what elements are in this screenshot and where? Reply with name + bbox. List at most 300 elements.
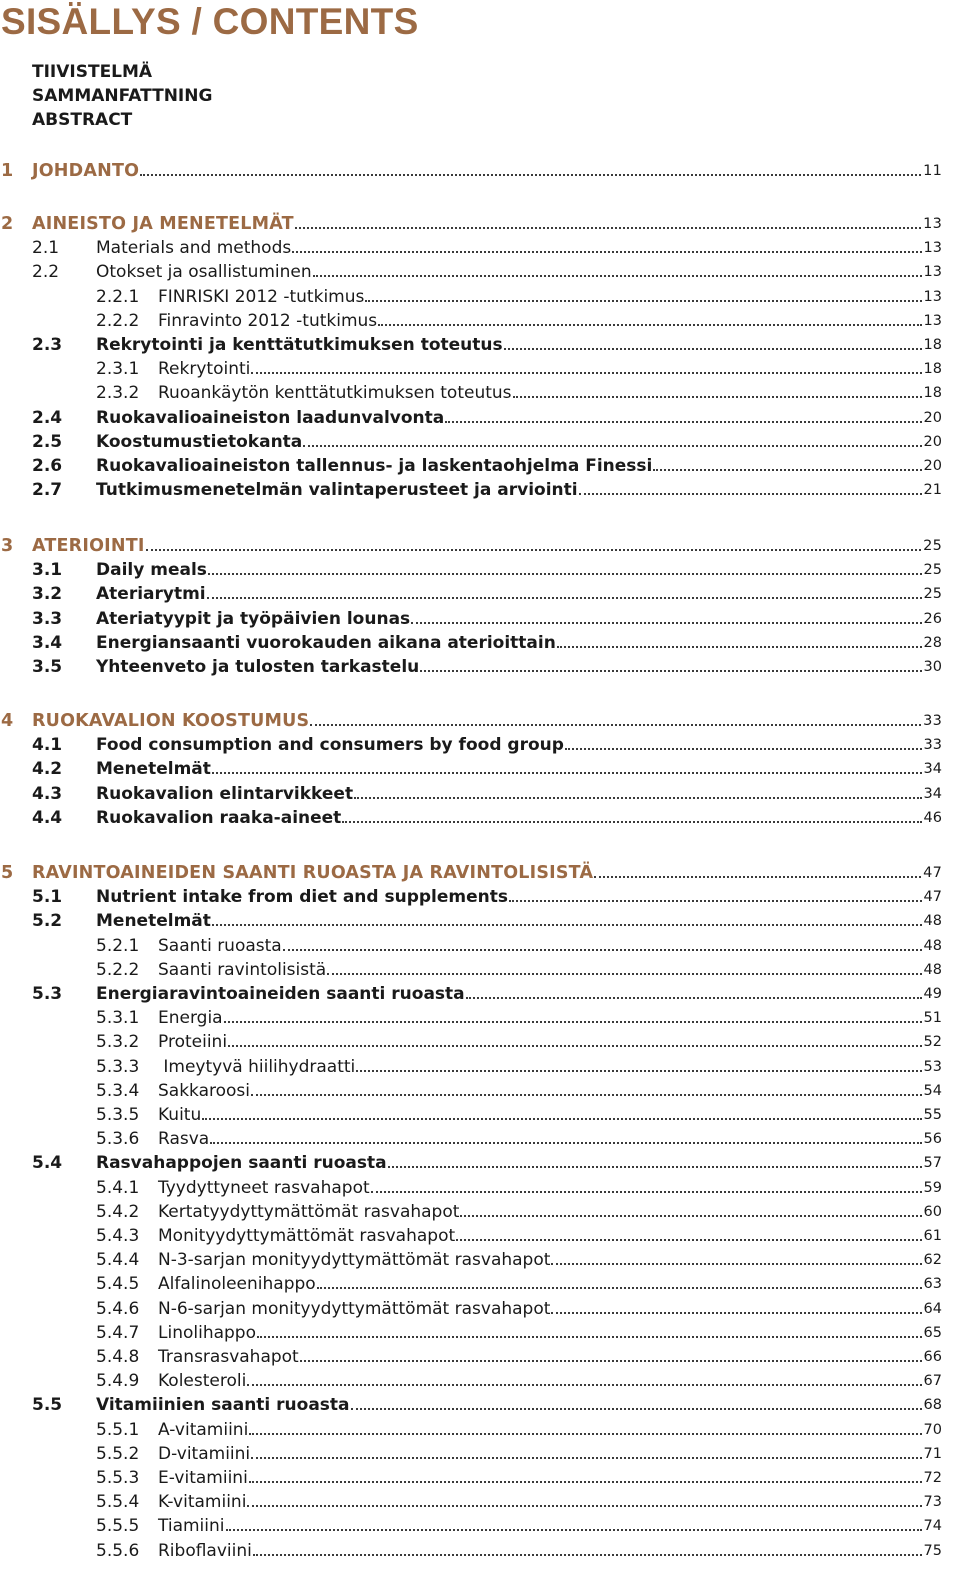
toc-entry-line xyxy=(158,1370,942,1392)
toc-entry[interactable] xyxy=(0,1201,942,1223)
toc-entry-number: 3 xyxy=(1,536,14,556)
toc-entry-line xyxy=(96,734,942,756)
dot-leader xyxy=(351,1408,922,1410)
toc-entry-label: Proteiini xyxy=(158,1032,228,1053)
toc-entry-line xyxy=(32,535,942,557)
toc-entry-label: Imeytyvä hiilihydraatti xyxy=(158,1056,356,1077)
toc-entry-label: Food consumption and consumers by food group xyxy=(96,735,564,756)
toc-entry-line xyxy=(96,886,942,908)
toc-entry-number: 5.3.2 xyxy=(96,1032,140,1053)
toc-entry-number: 2.3.2 xyxy=(96,383,140,404)
toc-entry-number: 2.2.1 xyxy=(96,286,140,307)
dot-leader xyxy=(247,1384,921,1386)
dot-leader xyxy=(212,772,922,774)
toc-entry-page: 13 xyxy=(923,216,942,232)
toc-entry-number: 5.4.7 xyxy=(96,1322,140,1343)
toc-entry[interactable] xyxy=(0,1467,942,1489)
toc-entry[interactable] xyxy=(0,1273,942,1295)
toc-entry[interactable] xyxy=(0,608,942,630)
dot-leader xyxy=(295,227,921,229)
dot-leader xyxy=(207,597,922,599)
toc-entry-page: 52 xyxy=(923,1034,942,1051)
toc-entry-page: 62 xyxy=(923,1252,942,1269)
dot-leader xyxy=(504,348,922,350)
toc-entry-label: Ateriarytmi xyxy=(96,584,206,605)
toc-entry-line xyxy=(96,237,942,259)
toc-entry-page: 20 xyxy=(923,458,942,474)
toc-entry[interactable] xyxy=(0,334,942,356)
dot-leader xyxy=(342,821,921,823)
dot-leader xyxy=(565,748,922,750)
toc-entry[interactable] xyxy=(0,1249,942,1271)
toc-entry-label: N-6-sarjan monityydyttymättömät rasvahapot xyxy=(158,1298,551,1319)
dot-leader xyxy=(365,300,921,302)
toc-entry-line xyxy=(158,935,942,957)
toc-entry[interactable] xyxy=(0,407,942,429)
toc-entry-page: 20 xyxy=(923,409,942,426)
toc-entry-line xyxy=(158,1515,942,1537)
toc-entry-page: 11 xyxy=(923,163,942,179)
toc-entry-page: 48 xyxy=(923,913,942,930)
toc-entry-page: 47 xyxy=(923,889,942,906)
toc-entry-page: 30 xyxy=(923,659,942,675)
dot-leader xyxy=(300,1360,922,1362)
toc-entry-line xyxy=(158,1491,942,1513)
toc-entry-label: Rekrytointi xyxy=(158,359,251,380)
toc-entry[interactable] xyxy=(0,1394,942,1416)
toc-entry-label: AINEISTO JA MENETELMÄT xyxy=(32,214,294,234)
toc-entry-number: 4.1 xyxy=(32,735,63,756)
dot-leader xyxy=(146,549,922,551)
toc-entry-label: RUOKAVALION KOOSTUMUS xyxy=(32,711,310,731)
toc-entry[interactable] xyxy=(0,1080,942,1102)
toc-entry-number: 5.1 xyxy=(32,887,63,908)
toc-entry-number: 4.2 xyxy=(32,759,63,780)
dot-leader xyxy=(202,1118,921,1120)
toc-entry-page: 47 xyxy=(923,865,942,881)
toc-entry-number: 5.4.5 xyxy=(96,1274,140,1295)
dot-leader xyxy=(456,1239,921,1241)
toc-entry-label: Menetelmät xyxy=(96,759,211,780)
dot-leader xyxy=(420,670,921,672)
dot-leader xyxy=(411,622,921,624)
toc-entry[interactable] xyxy=(0,455,942,477)
toc-entry-number: 5.4.9 xyxy=(96,1371,140,1392)
toc-entry-number: 5.3.4 xyxy=(96,1080,140,1101)
toc-entry-label: Linolihappo xyxy=(158,1322,256,1343)
toc-entry-label: D-vitamiini xyxy=(158,1443,251,1464)
toc-entry-page: 48 xyxy=(923,961,942,978)
toc-entry-label: Daily meals xyxy=(96,560,207,581)
toc-entry-line xyxy=(158,1249,942,1271)
toc-entry-page: 56 xyxy=(923,1131,942,1148)
toc-entry-label: Kuitu xyxy=(158,1105,202,1125)
toc-entry-number: 3.2 xyxy=(32,584,63,605)
dot-leader xyxy=(327,973,921,975)
toc-entry-number: 5.5.6 xyxy=(96,1540,140,1561)
toc-entry-label: RAVINTOAINEIDEN SAANTI RUOASTA JA RAVINTOLISISTÄ xyxy=(32,863,594,883)
toc-entry[interactable] xyxy=(0,1370,942,1392)
toc-entry-page: 73 xyxy=(923,1494,942,1511)
toc-entry-label: Energiaravintoaineiden saanti ruoasta xyxy=(96,984,465,1004)
toc-entry[interactable] xyxy=(0,1298,942,1320)
toc-entry-label: Rekrytointi ja kenttätutkimuksen toteutus xyxy=(96,335,503,355)
toc-entry-number: 2.6 xyxy=(32,456,63,476)
toc-entry-line xyxy=(158,1322,942,1344)
toc-entry-number: 2.2.2 xyxy=(96,310,140,331)
toc-entry-page: 75 xyxy=(923,1542,942,1559)
toc-entry-label: Tyydyttyneet rasvahapot xyxy=(158,1177,370,1198)
toc-entry-number: 2.4 xyxy=(32,407,63,428)
toc-entry-line xyxy=(158,1128,942,1150)
toc-entry[interactable] xyxy=(0,1128,942,1150)
toc-entry-line xyxy=(96,758,942,780)
dot-leader xyxy=(460,1215,921,1217)
toc-entry-line xyxy=(158,286,942,308)
toc-entry[interactable] xyxy=(0,910,942,932)
toc-entry-label: Menetelmät xyxy=(96,911,211,932)
toc-entry-page: 21 xyxy=(923,482,942,499)
dot-leader xyxy=(356,1070,921,1072)
toc-entry-line xyxy=(96,1394,942,1416)
toc-entry-number: 3.1 xyxy=(32,560,63,581)
toc-entry[interactable] xyxy=(0,310,942,332)
dot-leader xyxy=(283,949,922,951)
dot-leader xyxy=(579,493,922,495)
toc-entry[interactable] xyxy=(0,1540,942,1562)
toc-entry-label: E-vitamiini xyxy=(158,1468,248,1488)
dot-leader xyxy=(249,1481,922,1483)
toc-entry[interactable] xyxy=(0,1152,942,1174)
toc-entry-number: 5.3.1 xyxy=(96,1008,140,1029)
dot-leader xyxy=(513,396,922,398)
toc-entry[interactable] xyxy=(0,1491,942,1513)
dot-leader xyxy=(226,1529,922,1531)
toc-entry-line xyxy=(158,959,942,981)
dot-leader xyxy=(509,900,922,902)
dot-leader xyxy=(551,1263,921,1265)
toc-entry-page: 33 xyxy=(923,737,942,754)
toc-entry-page: 26 xyxy=(923,610,942,627)
toc-entry-line xyxy=(32,213,942,235)
front-matter-abstract[interactable]: ABSTRACT xyxy=(32,110,133,130)
toc-entry[interactable] xyxy=(0,1515,942,1537)
dot-leader xyxy=(378,324,921,326)
toc-entry-label: Tiamiini xyxy=(158,1516,225,1537)
toc-entry-label: Yhteenveto ja tulosten tarkastelu xyxy=(96,657,420,677)
toc-entry-page: 67 xyxy=(923,1373,942,1390)
toc-entry[interactable] xyxy=(0,382,942,404)
toc-entry-label: Materials and methods xyxy=(96,238,292,259)
toc-entry-page: 25 xyxy=(923,586,942,603)
toc-entry-number: 3.4 xyxy=(32,632,63,653)
toc-entry[interactable] xyxy=(0,1225,942,1247)
toc-entry-label: K-vitamiini xyxy=(158,1492,247,1513)
toc-entry-page: 74 xyxy=(923,1518,942,1535)
toc-entry-label: Ruokavalion raaka-aineet xyxy=(96,807,342,828)
toc-entry-page: 13 xyxy=(923,240,942,257)
toc-entry-page: 48 xyxy=(923,937,942,954)
toc-entry-number: 4 xyxy=(1,711,14,731)
toc-entry-number: 5.5.3 xyxy=(96,1468,140,1488)
toc-entry-line xyxy=(158,1298,942,1320)
toc-entry-number: 2.7 xyxy=(32,480,63,501)
toc-entry[interactable] xyxy=(0,886,942,908)
toc-entry-line xyxy=(96,261,942,283)
toc-entry[interactable] xyxy=(0,1346,942,1368)
dot-leader xyxy=(371,1191,922,1193)
toc-entry-line xyxy=(158,1104,942,1126)
toc-entry-number: 4.3 xyxy=(32,783,63,804)
toc-entry-line xyxy=(158,1177,942,1199)
toc-entry-line xyxy=(96,783,942,805)
toc-entry-line xyxy=(96,910,942,932)
toc-entry-number: 2.1 xyxy=(32,238,60,259)
toc-entry-number: 2.2 xyxy=(32,262,60,283)
toc-entry-number: 2 xyxy=(1,214,14,234)
toc-entry-page: 18 xyxy=(923,361,942,378)
toc-entry-page: 13 xyxy=(923,312,942,329)
toc-entry-label: Rasvahappojen saanti ruoasta xyxy=(96,1153,387,1174)
toc-entry-number: 3.5 xyxy=(32,657,63,677)
toc-entry-label: Nutrient intake from diet and supplements xyxy=(96,887,509,908)
toc-entry-label: Ruoankäytön kenttätutkimuksen toteutus xyxy=(158,383,512,404)
dot-leader xyxy=(212,924,922,926)
toc-entry[interactable] xyxy=(0,710,942,732)
toc-entry-line xyxy=(158,1007,942,1029)
toc-entry[interactable] xyxy=(0,583,942,605)
toc-entry-line xyxy=(96,583,942,605)
toc-entry-page: 18 xyxy=(923,385,942,402)
toc-entry-number: 5.5 xyxy=(32,1395,63,1416)
dot-leader xyxy=(249,1433,921,1435)
toc-entry-line xyxy=(158,1273,942,1295)
toc-entry-page: 33 xyxy=(923,713,942,729)
toc-entry-line xyxy=(96,455,942,477)
dot-leader xyxy=(251,372,921,374)
toc-entry[interactable] xyxy=(0,479,942,501)
dot-leader xyxy=(292,251,921,253)
toc-entry-number: 5.2.1 xyxy=(96,935,140,956)
toc-entry[interactable] xyxy=(0,1177,942,1199)
toc-entry-line xyxy=(158,1346,942,1368)
toc-entry-page: 72 xyxy=(923,1470,942,1486)
toc-entry-page: 55 xyxy=(923,1107,942,1123)
toc-entry-number: 5.3.5 xyxy=(96,1105,140,1125)
toc-entry-line xyxy=(158,1056,942,1078)
dot-leader xyxy=(251,1094,922,1096)
toc-entry-label: Tutkimusmenetelmän valintaperusteet ja arviointi xyxy=(96,480,578,501)
toc-entry-label: Transrasvahapot xyxy=(158,1347,299,1367)
toc-entry-number: 5.4.4 xyxy=(96,1250,140,1271)
toc-entry[interactable] xyxy=(0,734,942,756)
toc-entry-number: 2.5 xyxy=(32,431,63,452)
toc-entry-line xyxy=(158,1419,942,1441)
toc-entry-label: FINRISKI 2012 -tutkimus xyxy=(158,286,365,307)
toc-entry[interactable] xyxy=(0,862,942,884)
toc-entry-line xyxy=(96,656,942,678)
front-matter-tiivistelma[interactable]: TIIVISTELMÄ xyxy=(32,62,153,82)
toc-entry-page: 64 xyxy=(923,1300,942,1317)
toc-entry-label: N-3-sarjan monityydyttymättömät rasvahapot xyxy=(158,1250,551,1271)
toc-entry-page: 71 xyxy=(923,1445,942,1462)
toc-entry[interactable] xyxy=(0,656,942,678)
toc-entry-number: 5.4.8 xyxy=(96,1347,140,1367)
toc-entry-line xyxy=(158,1201,942,1223)
toc-entry-line xyxy=(96,1152,942,1174)
dot-leader xyxy=(253,1554,922,1556)
toc-entry-page: 57 xyxy=(923,1155,942,1172)
toc-entry[interactable] xyxy=(0,1104,942,1126)
dot-leader xyxy=(224,1021,922,1023)
toc-entry-number: 5.4.6 xyxy=(96,1298,140,1319)
toc-entry-number: 4.4 xyxy=(32,807,63,828)
toc-entry[interactable] xyxy=(0,1443,942,1465)
toc-entry-line xyxy=(96,559,942,581)
toc-entry-label: A-vitamiini xyxy=(158,1419,249,1440)
toc-entry-label: Rasva xyxy=(158,1129,210,1150)
front-matter-sammanfattning[interactable]: SAMMANFATTNING xyxy=(32,86,213,106)
toc-entry[interactable] xyxy=(0,632,942,654)
toc-entry-page: 68 xyxy=(923,1397,942,1414)
toc-entry[interactable] xyxy=(0,559,942,581)
toc-entry-page: 51 xyxy=(923,1010,942,1027)
toc-entry[interactable] xyxy=(0,213,942,235)
toc-entry-label: ATERIOINTI xyxy=(32,536,145,556)
toc-entry-label: Vitamiinien saanti ruoasta xyxy=(96,1395,350,1416)
dot-leader xyxy=(228,1045,922,1047)
toc-entry-line xyxy=(96,983,942,1005)
toc-entry[interactable] xyxy=(0,959,942,981)
toc-entry[interactable] xyxy=(0,160,942,182)
toc-entry-label: Koostumustietokanta xyxy=(96,431,303,452)
toc-entry-line xyxy=(96,407,942,429)
toc-entry[interactable] xyxy=(0,758,942,780)
toc-entry-number: 5.5.1 xyxy=(96,1419,140,1440)
toc-entry-number: 5.3 xyxy=(32,984,63,1004)
toc-entry-page: 66 xyxy=(923,1349,942,1365)
toc-entry-page: 59 xyxy=(923,1179,942,1196)
toc-entry-label: Energia xyxy=(158,1008,223,1029)
toc-entry-number: 5.5.2 xyxy=(96,1443,140,1464)
toc-entry-label: Alfalinoleenihappo xyxy=(158,1274,316,1295)
toc-entry-line xyxy=(158,310,942,332)
toc-entry-number: 2.3.1 xyxy=(96,359,140,380)
toc-entry-number: 2.3 xyxy=(32,335,63,355)
toc-entry-label: Saanti ravintolisistä xyxy=(158,959,327,980)
toc-entry[interactable] xyxy=(0,1007,942,1029)
dot-leader xyxy=(653,469,921,471)
toc-entry-label: Finravinto 2012 -tutkimus xyxy=(158,310,378,331)
toc-entry[interactable] xyxy=(0,535,942,557)
toc-entry-line xyxy=(158,1080,942,1102)
toc-entry[interactable] xyxy=(0,286,942,308)
toc-entry-line xyxy=(96,807,942,829)
toc-entry[interactable] xyxy=(0,1056,942,1078)
dot-leader xyxy=(313,275,922,277)
toc-entry-number: 5 xyxy=(1,863,14,883)
toc-entry-label: Kertatyydyttymättömät rasvahapot xyxy=(158,1201,460,1222)
page-title: SISÄLLYS / CONTENTS xyxy=(1,1,419,42)
toc-entry-page: 49 xyxy=(923,986,942,1002)
toc-entry-page: 53 xyxy=(923,1058,942,1075)
toc-entry-label: Kolesteroli xyxy=(158,1371,247,1392)
toc-entry-page: 46 xyxy=(923,809,942,826)
toc-entry-line xyxy=(158,1540,942,1562)
toc-entry-label: Ruokavalioaineiston tallennus- ja laskentaohjelma Finessi xyxy=(96,456,653,476)
toc-entry-label: Saanti ruoasta xyxy=(158,935,282,956)
toc-entry-line xyxy=(96,431,942,453)
toc-entry-line xyxy=(158,1225,942,1247)
toc-entry-page: 70 xyxy=(923,1421,942,1438)
toc-entry-label: JOHDANTO xyxy=(32,161,140,181)
dot-leader xyxy=(257,1336,922,1338)
toc-entry-number: 5.3.6 xyxy=(96,1129,140,1150)
toc-entry[interactable] xyxy=(0,783,942,805)
dot-leader xyxy=(247,1505,921,1507)
dot-leader xyxy=(210,1142,921,1144)
toc-entry-line xyxy=(96,632,942,654)
toc-entry-label: Otokset ja osallistuminen xyxy=(96,262,312,283)
toc-entry-line xyxy=(158,1467,942,1489)
dot-leader xyxy=(466,997,922,999)
dot-leader xyxy=(354,797,921,799)
toc-entry-number: 3.3 xyxy=(32,608,63,629)
toc-entry-page: 60 xyxy=(923,1203,942,1220)
toc-entry[interactable] xyxy=(0,237,942,259)
toc-entry-label: Ateriatyypit ja työpäivien lounas xyxy=(96,608,411,629)
dot-leader xyxy=(388,1166,922,1168)
toc-entry-number: 5.2.2 xyxy=(96,959,140,980)
toc-entry[interactable] xyxy=(0,1322,942,1344)
toc-entry-page: 25 xyxy=(923,538,942,554)
dot-leader xyxy=(208,573,922,575)
toc-entry[interactable] xyxy=(0,807,942,829)
dot-leader xyxy=(303,445,921,447)
toc-entry[interactable] xyxy=(0,358,942,380)
toc-entry-label: Ruokavalioaineiston laadunvalvonta xyxy=(96,407,445,428)
toc-entry-page: 18 xyxy=(923,337,942,353)
toc-entry-number: 5.3.3 xyxy=(96,1056,140,1077)
toc-entry-page: 65 xyxy=(923,1324,942,1341)
toc-entry-line xyxy=(158,1443,942,1465)
toc-entry-label: Monityydyttymättömät rasvahapot xyxy=(158,1226,456,1246)
toc-entry-page: 34 xyxy=(923,785,942,802)
toc-entry[interactable] xyxy=(0,261,942,283)
toc-entry-line xyxy=(158,382,942,404)
dot-leader xyxy=(310,724,921,726)
toc-entry[interactable] xyxy=(0,983,942,1005)
toc-entry-number: 5.4.2 xyxy=(96,1201,140,1222)
toc-entry-label: Riboflaviini xyxy=(158,1540,252,1561)
toc-entry-number: 1 xyxy=(1,161,14,181)
toc-entry-page: 34 xyxy=(923,761,942,778)
toc-entry-label: Energiansaanti vuorokauden aikana aterioittain xyxy=(96,632,556,653)
toc-entry-number: 5.5.4 xyxy=(96,1492,140,1513)
toc-entry-page: 25 xyxy=(923,562,942,579)
toc-entry-number: 5.5.5 xyxy=(96,1516,140,1537)
toc-entry-label: Sakkaroosi xyxy=(158,1080,251,1101)
toc-entry[interactable] xyxy=(0,935,942,957)
toc-entry-number: 5.4.1 xyxy=(96,1177,140,1198)
toc-entry-page: 63 xyxy=(923,1276,942,1293)
toc-entry-line xyxy=(96,608,942,630)
toc-entry[interactable] xyxy=(0,431,942,453)
toc-entry[interactable] xyxy=(0,1419,942,1441)
toc-entry-page: 13 xyxy=(923,288,942,305)
toc-entry[interactable] xyxy=(0,1031,942,1053)
toc-entry-line xyxy=(158,358,942,380)
